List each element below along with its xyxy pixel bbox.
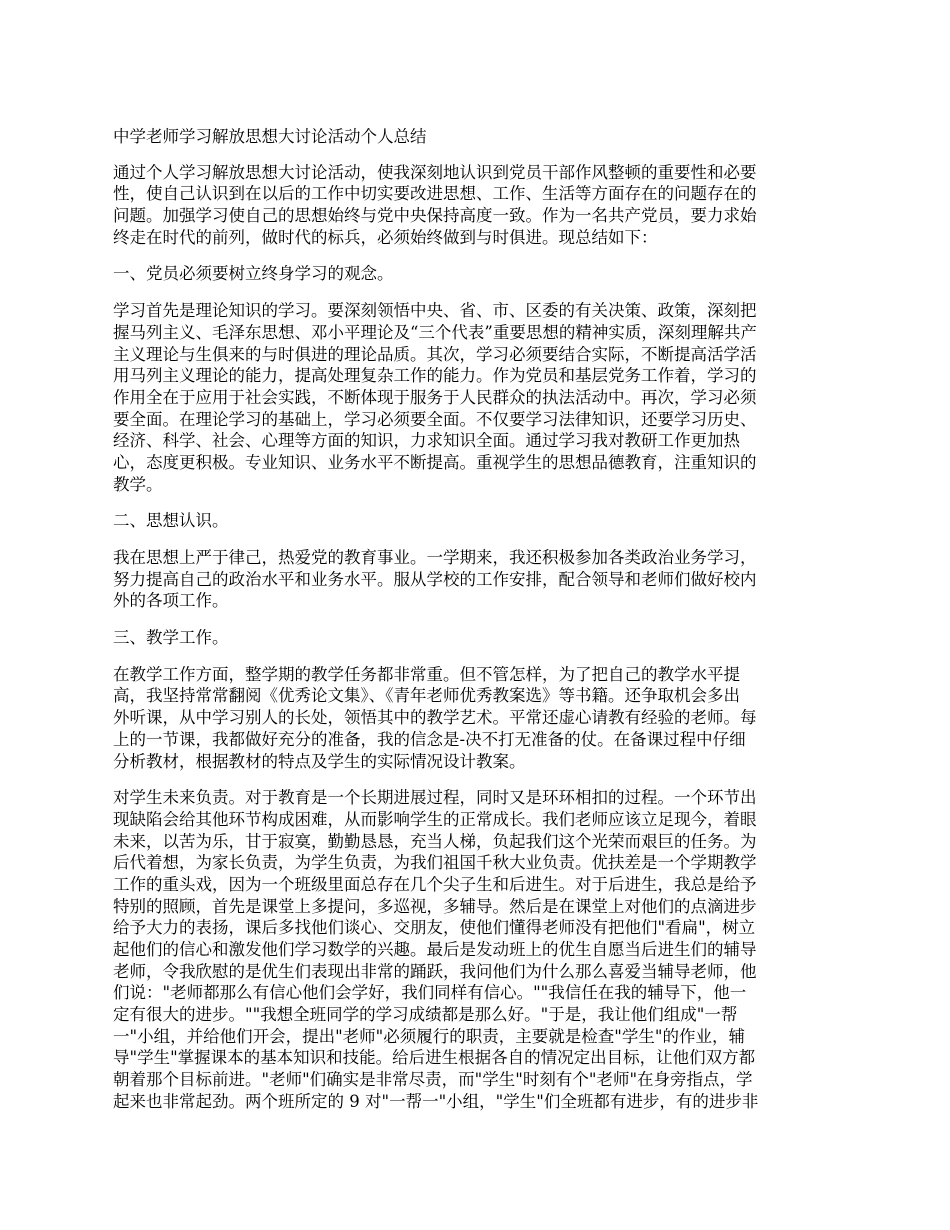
text-line: 特别的照顾，首先是课堂上多提问，多巡视，多辅导。然后是在课堂上对他们的点滴进步 bbox=[113, 896, 757, 916]
text-line: 对学生未来负责。对于教育是一个长期进展过程，同时又是环环相扣的过程。一个环节出 bbox=[113, 788, 757, 808]
body-paragraph bbox=[113, 162, 840, 249]
text-line: 在教学工作方面，整学期的教学任务都非常重。但不管怎样，为了把自己的教学水平提 bbox=[113, 664, 740, 684]
text-line: 外的各项工作。 bbox=[113, 591, 229, 611]
section-heading bbox=[113, 627, 840, 649]
text-line: 后代着想，为家长负责，为学生负责，为我们祖国千秋大业负责。优扶差是一个学期教学 bbox=[113, 853, 757, 873]
text-line: 心，态度更积极。专业知识、业务水平不断提高。重视学生的思想品德教育，注重知识的 bbox=[113, 452, 757, 472]
text-line: 们说："老师都那么有信心他们会学好，我们同样有信心。""我信任在我的辅导下，他一 bbox=[113, 983, 747, 1003]
text-line: 工作的重头戏，因为一个班级里面总存在几个尖子生和后进生。对于后进生，我总是给予 bbox=[113, 874, 757, 894]
text-line: 性，使自己认识到在以后的工作中切实要改进思想、工作、生活等方面存在的问题存在的 bbox=[113, 184, 757, 204]
text-line: 二、思想认识。 bbox=[113, 511, 229, 531]
text-line: 老师，令我欣慰的是优生们表现出非常的踊跃，我问他们为什么那么喜爱当辅导老师，他 bbox=[113, 961, 757, 981]
text-line: 一"小组，并给他们开会，提出"老师"必须履行的职责，主要就是检查"学生"的作业，辅 bbox=[113, 1026, 745, 1046]
text-line: 努力提高自己的政治水平和业务水平。服从学校的工作安排，配合领导和老师们做好校内 bbox=[113, 569, 757, 589]
body-paragraph bbox=[113, 547, 840, 612]
text-line: 三、教学工作。 bbox=[113, 628, 229, 648]
body-paragraph bbox=[113, 664, 840, 772]
document-title: 中学老师学习解放思想大讨论活动个人总结 bbox=[113, 127, 427, 146]
text-line: 握马列主义、毛泽东思想、邓小平理论及“三个代表”重要思想的精神实质，深刻理解共产 bbox=[113, 322, 757, 342]
text-line: 朝着那个目标前进。"老师"们确实是非常尽责，而"学生"时刻有个"老师"在身旁指点，学 bbox=[113, 1070, 753, 1090]
text-line: 要全面。在理论学习的基础上，学习必须要全面。不仅要学习法律知识，还要学习历史、 bbox=[113, 409, 757, 429]
text-line: 定有很大的进步。""我想全班同学的学习成绩都是那么好。"于是，我让他们组成"一帮 bbox=[113, 1005, 738, 1025]
text-line: 通过个人学习解放思想大讨论活动，使我深刻地认识到党员干部作风整顿的重要性和必要 bbox=[113, 162, 757, 182]
text-line: 高，我坚持常常翻阅《优秀论文集》、《青年老师优秀教案选》等书籍。还争取机会多出 bbox=[113, 686, 740, 706]
document-page bbox=[113, 126, 840, 1128]
text-line: 问题。加强学习使自己的思想始终与党中央保持高度一致。作为一名共产党员，要力求始 bbox=[113, 206, 757, 226]
document-body bbox=[113, 162, 840, 1113]
text-line: 我在思想上严于律己，热爱党的教育事业。一学期来，我还积极参加各类政治业务学习， bbox=[113, 548, 757, 568]
text-line: 上的一节课，我都做好充分的准备，我的信念是-决不打无准备的仗。在备课过程中仔细 bbox=[113, 729, 746, 749]
text-line: 分析教材，根据教材的特点及学生的实际情况设计教案。 bbox=[113, 751, 526, 771]
text-line: 用马列主义理论的能力，提高处理复杂工作的能力。作为党员和基层党务工作着，学习的 bbox=[113, 366, 757, 386]
body-paragraph bbox=[113, 787, 840, 1112]
body-paragraph bbox=[113, 300, 840, 495]
text-line: 一、党员必须要树立终身学习的观念。 bbox=[113, 264, 394, 284]
text-line: 作用全在于应用于社会实践，不断体现于服务于人民群众的执法活动中。再次，学习必须 bbox=[113, 387, 757, 407]
text-line: 终走在时代的前列，做时代的标兵，必须始终做到与时俱进。现总结如下： bbox=[113, 227, 658, 247]
text-line: 经济、科学、社会、心理等方面的知识，力求知识全面。通过学习我对教研工作更加热 bbox=[113, 431, 740, 451]
text-line: 给予大力的表扬，课后多找他们谈心、交朋友，使他们懂得老师没有把他们"看扁"，树立 bbox=[113, 918, 756, 938]
text-line: 外听课，从中学习别人的长处，领悟其中的教学艺术。平常还虚心请教有经验的老师。每 bbox=[113, 708, 757, 728]
section-heading bbox=[113, 263, 840, 285]
text-line: 起他们的信心和激发他们学习数学的兴趣。最后是发动班上的优生自愿当后进生们的辅导 bbox=[113, 940, 757, 960]
text-line: 起来也非常起劲。两个班所定的 9 对"一帮一"小组，"学生"们全班都有进步，有的进步非 bbox=[113, 1091, 759, 1111]
text-line: 导"学生"掌握课本的基本知识和技能。给后进生根据各自的情况定出目标，让他们双方都 bbox=[113, 1048, 756, 1068]
text-line: 教学。 bbox=[113, 474, 163, 494]
section-heading bbox=[113, 510, 840, 532]
text-line: 学习首先是理论知识的学习。要深刻领悟中央、省、市、区委的有关决策、政策，深刻把 bbox=[113, 301, 757, 321]
text-line: 未来，以苦为乐，甘于寂寞，勤勤恳恳，充当人梯，负起我们这个光荣而艰巨的任务。为 bbox=[113, 831, 757, 851]
text-line: 主义理论与生俱来的与时俱进的理论品质。其次，学习必须要结合实际，不断提高活学活 bbox=[113, 344, 757, 364]
text-line: 现缺陷会给其他环节构成困难，从而影响学生的正常成长。我们老师应该立足现今，着眼 bbox=[113, 809, 757, 829]
